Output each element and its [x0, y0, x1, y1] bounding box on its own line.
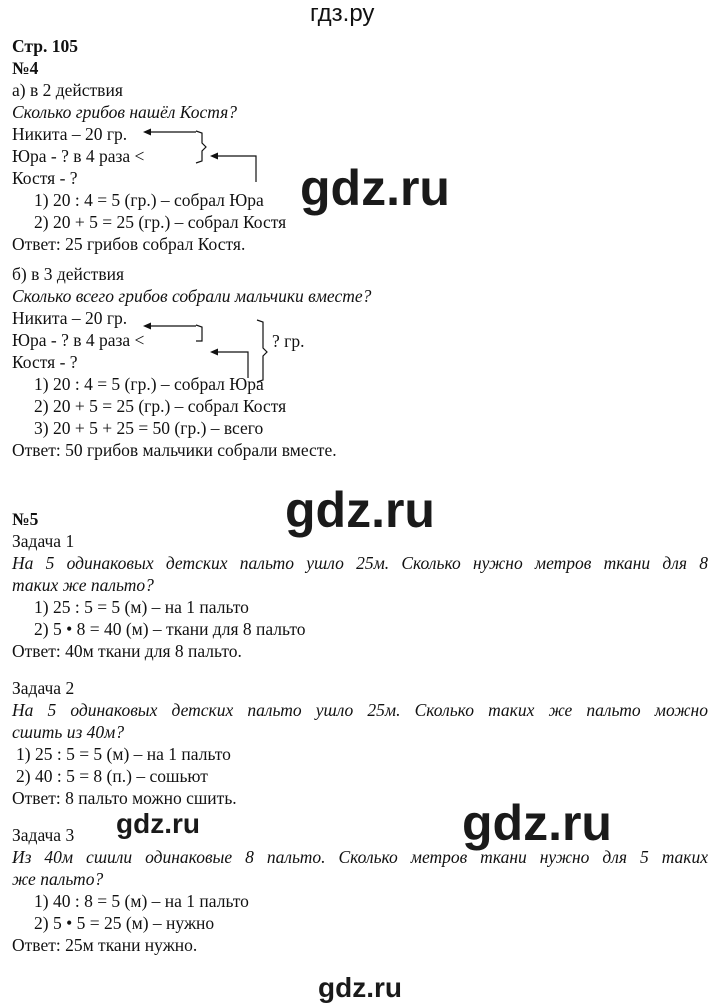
question: сшить из 40м?: [12, 722, 125, 742]
solution-step: 2) 40 : 5 = 8 (п.) – сошьют: [16, 766, 208, 786]
solution-step: 3) 20 + 5 + 25 = 50 (гр.) – всего: [34, 418, 264, 438]
solution-step: 2) 5 • 8 = 40 (м) – ткани для 8 пальто: [34, 619, 306, 639]
answer: Ответ: 25 грибов собрал Костя.: [12, 234, 246, 254]
solution-step: 2) 20 + 5 = 25 (гр.) – собрал Костя: [34, 212, 287, 232]
arrowhead: [210, 349, 218, 356]
solution-step: 2) 5 • 5 = 25 (м) – нужно: [34, 913, 215, 933]
watermark: gdz.ru: [462, 795, 612, 851]
arrowhead: [143, 323, 151, 330]
solution-step: 1) 40 : 8 = 5 (м) – на 1 пальто: [34, 891, 249, 911]
question: таких же пальто?: [12, 575, 154, 595]
question: Сколько грибов нашёл Костя?: [12, 102, 237, 122]
problem-title: Задача 1: [12, 531, 75, 551]
watermark: gdz.ru: [285, 482, 435, 538]
answer: Ответ: 25м ткани нужно.: [12, 935, 198, 955]
watermark: gdz.ru: [318, 972, 402, 1003]
solution-step: 1) 25 : 5 = 5 (м) – на 1 пальто: [34, 597, 249, 617]
answer: Ответ: 8 пальто можно сшить.: [12, 788, 237, 808]
bracket: [257, 320, 267, 382]
arrowhead: [210, 153, 218, 160]
condition-line: Костя - ?: [12, 168, 78, 188]
condition-line: Юра - ? в 4 раза <: [12, 330, 145, 350]
condition-line: Юра - ? в 4 раза <: [12, 146, 145, 166]
subtask-title: б) в 3 действия: [12, 264, 124, 284]
problem-title: Задача 2: [12, 678, 75, 698]
arrow-line: [216, 352, 248, 378]
problem-title: Задача 3: [12, 825, 75, 845]
question: Из 40м сшили одинаковые 8 пальто. Сколько метров ткани нужно для 5 таких: [12, 847, 708, 867]
answer: Ответ: 40м ткани для 8 пальто.: [12, 641, 242, 661]
task-number: №5: [12, 509, 39, 529]
subtask-title: а) в 2 действия: [12, 80, 123, 100]
page-number: Стр. 105: [12, 36, 78, 56]
condition-line: Костя - ?: [12, 352, 78, 372]
bracket: [196, 131, 206, 163]
question: На 5 одинаковых детских пальто ушло 25м. Сколько нужно метров ткани для 8: [12, 553, 708, 573]
bracket: [196, 325, 202, 341]
answer: Ответ: 50 грибов мальчики собрали вместе.: [12, 440, 337, 460]
watermark: gdz.ru: [300, 160, 450, 216]
arrow-line: [216, 156, 256, 182]
question: же пальто?: [12, 869, 104, 889]
condition-line: Никита – 20 гр.: [12, 308, 128, 328]
solution-step: 1) 20 : 4 = 5 (гр.) – собрал Юра: [34, 374, 264, 394]
watermark: gdz.ru: [116, 808, 200, 839]
question: Сколько всего грибов собрали мальчики вместе?: [12, 286, 372, 306]
arrowhead: [143, 129, 151, 136]
condition-line: Никита – 20 гр.: [12, 124, 128, 144]
task-number: №4: [12, 58, 39, 78]
total-label: ? гр.: [272, 331, 305, 351]
question: На 5 одинаковых детских пальто ушло 25м. Сколько таких же пальто можно: [12, 700, 708, 720]
solution-step: 1) 20 : 4 = 5 (гр.) – собрал Юра: [34, 190, 264, 210]
site-header: гдз.ру: [310, 0, 375, 27]
solution-step: 2) 20 + 5 = 25 (гр.) – собрал Костя: [34, 396, 287, 416]
solution-step: 1) 25 : 5 = 5 (м) – на 1 пальто: [16, 744, 231, 764]
